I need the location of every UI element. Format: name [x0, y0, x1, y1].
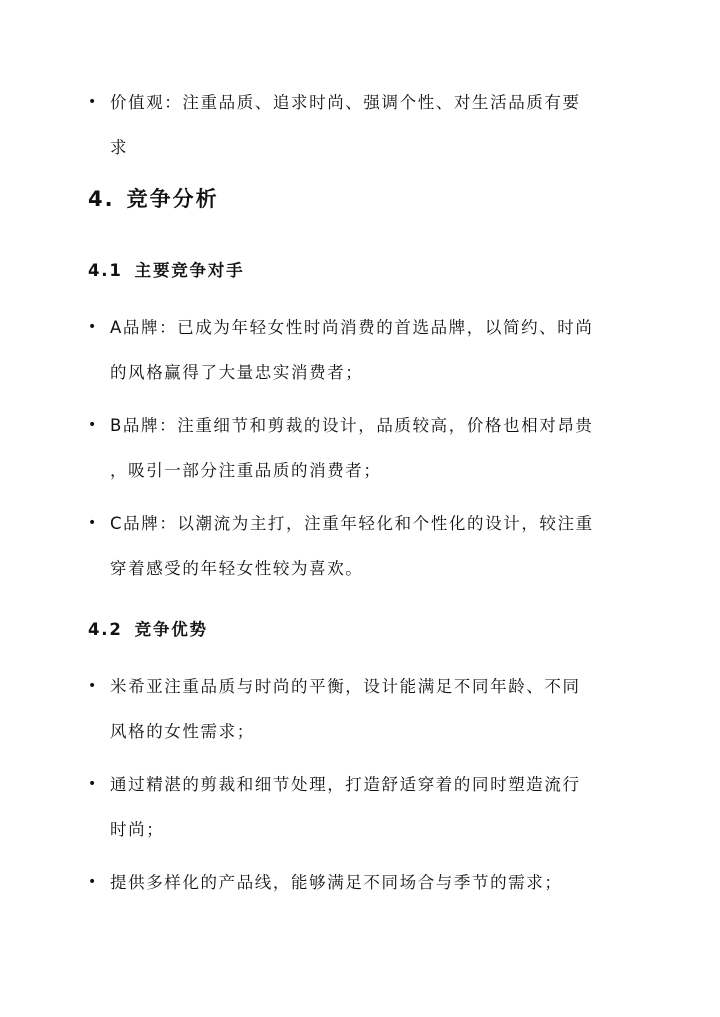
list-item: [88, 664, 615, 754]
bullet-dot: •: [88, 515, 98, 531]
bullet-dot: •: [88, 417, 98, 433]
list-item: [88, 80, 615, 170]
list-item-text: 穿着感受的年轻女性较为喜欢。: [110, 559, 364, 578]
list-item-text: 时尚；: [110, 820, 165, 839]
section-heading: [88, 183, 219, 213]
list-item-text: 的风格赢得了大量忠实消费者；: [110, 363, 364, 382]
subsection-number: 4.2: [88, 620, 123, 639]
list-item-text: 米希亚注重品质与时尚的平衡，设计能满足不同年龄、不同: [110, 677, 581, 696]
list-item-text: 价值观：注重品质、追求时尚、强调个性、对生活品质有要: [110, 93, 581, 112]
list-item: [88, 403, 615, 493]
bullet-dot: •: [88, 874, 98, 890]
list-item: [88, 501, 615, 591]
list-item-text: B品牌：注重细节和剪裁的设计，品质较高，价格也相对昂贵: [110, 416, 594, 435]
list-item-text: ，吸引一部分注重品质的消费者；: [110, 461, 382, 480]
list-item-text: 提供多样化的产品线，能够满足不同场合与季节的需求；: [110, 873, 563, 892]
list-item-text: 风格的女性需求；: [110, 722, 255, 741]
list-item-text: 通过精湛的剪裁和细节处理，打造舒适穿着的同时塑造流行: [110, 775, 581, 794]
list-item: [88, 860, 615, 905]
subsection-heading: [88, 616, 208, 640]
bullet-dot: •: [88, 678, 98, 694]
bullet-dot: •: [88, 94, 98, 110]
subsection-title: 竞争优势: [134, 620, 208, 639]
list-item: [88, 305, 615, 395]
subsection-title: 主要竞争对手: [134, 261, 245, 280]
list-item-text: C品牌：以潮流为主打，注重年轻化和个性化的设计，较注重: [110, 514, 594, 533]
section-title: 竞争分析: [126, 187, 219, 211]
section-number: 4.: [88, 187, 115, 211]
bullet-dot: •: [88, 319, 98, 335]
subsection-number: 4.1: [88, 261, 123, 280]
subsection-heading: [88, 257, 244, 281]
bullet-dot: •: [88, 776, 98, 792]
list-item-text: 求: [110, 138, 129, 157]
list-item-text: A品牌：已成为年轻女性时尚消费的首选品牌，以简约、时尚: [110, 318, 594, 337]
list-item: [88, 762, 615, 852]
